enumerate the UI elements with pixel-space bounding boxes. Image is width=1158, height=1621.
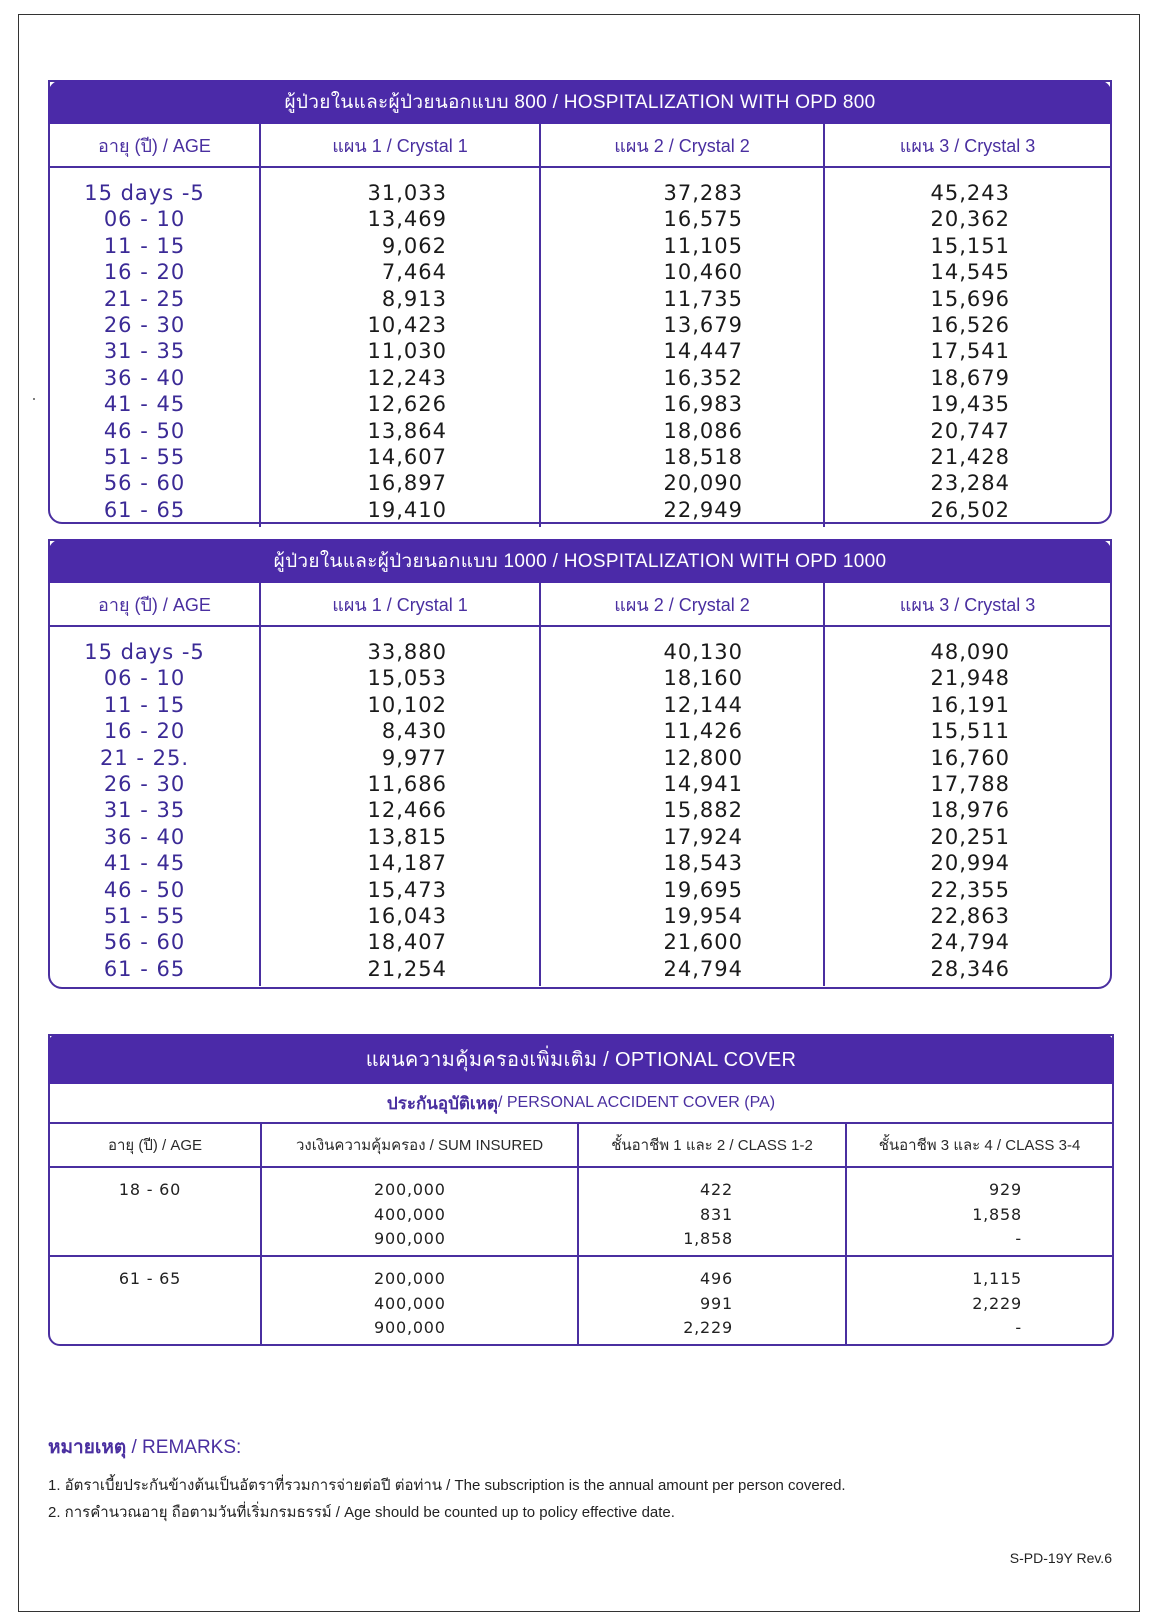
opd1000-header-row (50, 583, 1110, 627)
premium-cell: 15,151 (930, 233, 1010, 258)
premium-cell: 12,626 (367, 392, 447, 417)
premium-cell: 13,864 (367, 418, 447, 443)
age-cell: 46 - 50 (103, 877, 186, 902)
premium-cell: 40,130 (663, 640, 743, 664)
pa-age: 18 - 60 (118, 1180, 182, 1199)
premium-cell: 9,062 (381, 233, 447, 258)
sum-insured-cell: 200,000 (374, 1180, 446, 1199)
pa-header-row (50, 1124, 1112, 1168)
pa-sum-column (262, 1168, 579, 1255)
premium-cell: 11,105 (663, 233, 743, 258)
premium-cell: 13,679 (663, 312, 743, 337)
age-cell: 61 - 65 (103, 956, 186, 981)
sum-insured-cell: 400,000 (374, 1293, 446, 1313)
premium-cell: 12,144 (663, 692, 743, 717)
opd800-header-crystal3: แผน 3 / Crystal 3 (899, 135, 1036, 156)
remarks-heading-thai: หมายเหตุ (48, 1437, 127, 1458)
premium-cell: 17,924 (663, 824, 743, 849)
premium-cell: 11,735 (663, 286, 743, 311)
premium-cell: 17,541 (930, 339, 1010, 364)
premium-cell: 16,575 (663, 207, 743, 232)
premium-cell: 16,043 (367, 903, 447, 928)
premium-cell: 11,030 (367, 339, 447, 364)
pa-header-sum-insured: วงเงินความคุ้มครอง / SUM INSURED (262, 1124, 579, 1166)
premium-cell: 19,695 (663, 877, 743, 902)
premium-cell: 16,760 (930, 745, 1010, 770)
remarks-section (48, 1432, 1048, 1526)
premium-cell: 24,794 (663, 956, 743, 981)
age-cell: 31 - 35 (103, 798, 186, 823)
premium-cell: 37,283 (663, 181, 743, 205)
pa-group-row (50, 1168, 1112, 1257)
age-cell: 46 - 50 (103, 418, 186, 443)
opd800-crystal2-column (541, 168, 825, 527)
premium-cell: 10,423 (367, 312, 447, 337)
premium-cell: 991 (700, 1293, 733, 1313)
pa-class12-column (579, 1168, 847, 1255)
opd800-table (48, 80, 1112, 524)
premium-cell: 13,469 (367, 207, 447, 232)
premium-cell: 16,897 (367, 471, 447, 496)
age-cell: 56 - 60 (103, 471, 186, 496)
opd1000-header-crystal2: แผน 2 / Crystal 2 (541, 583, 825, 625)
premium-cell: 20,090 (663, 471, 743, 496)
premium-cell: 14,187 (367, 851, 447, 876)
remark-item: 2. การคำนวณอายุ ถือตามวันที่เริ่มกรมธรรม์ / Age should be counted up to policy effective date. (48, 1504, 675, 1521)
premium-cell: 496 (700, 1269, 733, 1288)
premium-cell: 929 (989, 1180, 1022, 1199)
sum-insured-cell: 200,000 (374, 1269, 446, 1288)
premium-cell: 9,977 (381, 745, 447, 770)
premium-cell: 22,863 (930, 903, 1010, 928)
premium-cell: 831 (700, 1204, 733, 1224)
pa-age-cell (50, 1257, 262, 1346)
pa-cover-subtitle-thai: ประกันอุบัติเหตุ (386, 1093, 498, 1113)
premium-cell: 15,473 (367, 877, 447, 902)
age-cell: 36 - 40 (103, 365, 186, 390)
pa-header-class12: ชั้นอาชีพ 1 และ 2 / CLASS 1-2 (579, 1124, 847, 1166)
premium-cell: 26,502 (930, 497, 1010, 522)
sum-insured-cell: 900,000 (374, 1318, 446, 1337)
age-cell: 11 - 15 (103, 692, 186, 717)
age-cell: 26 - 30 (103, 312, 186, 337)
premium-cell: 18,160 (663, 666, 743, 691)
remarks-heading (48, 1432, 1048, 1462)
premium-cell: 15,882 (663, 798, 743, 823)
opd1000-header-age: อายุ (ปี) / AGE (50, 583, 261, 625)
premium-cell: 18,543 (663, 851, 743, 876)
opd800-crystal1-column (261, 168, 541, 527)
age-cell: 41 - 45 (103, 392, 186, 417)
pa-header-age: อายุ (ปี) / AGE (50, 1124, 262, 1166)
premium-cell: 2,229 (683, 1318, 733, 1337)
opd800-age-column (50, 168, 261, 527)
premium-cell: 12,243 (367, 365, 447, 390)
premium-cell: 45,243 (930, 181, 1010, 205)
premium-cell: 21,600 (663, 930, 743, 955)
premium-cell: - (1015, 1229, 1022, 1248)
premium-cell: 21,428 (930, 444, 1010, 469)
opd800-header-age: อายุ (ปี) / AGE (50, 124, 261, 166)
optional-cover-table (48, 1034, 1114, 1346)
opd1000-body (50, 627, 1110, 985)
age-cell: 16 - 20 (103, 260, 186, 285)
sum-insured-cell: 400,000 (374, 1204, 446, 1224)
age-cell: 51 - 55 (103, 903, 186, 928)
premium-cell: 16,191 (930, 692, 1010, 717)
opd800-body (50, 168, 1110, 520)
opd1000-age-column (50, 627, 261, 986)
opd800-header-crystal1: แผน 1 / Crystal 1 (261, 124, 541, 166)
premium-cell: 14,447 (663, 339, 743, 364)
premium-cell: 20,362 (930, 207, 1010, 232)
opd800-header-row (50, 124, 1110, 168)
remark-item: 1. อัตราเบี้ยประกันข้างต้นเป็นอัตราที่รวมการจ่ายต่อปี ต่อท่าน / The subscription is the annual amount per person covered. (48, 1477, 846, 1494)
premium-cell: 19,410 (367, 497, 447, 522)
remarks-heading-en: / REMARKS: (126, 1437, 242, 1458)
premium-cell: 11,686 (367, 771, 447, 796)
premium-cell: 422 (700, 1180, 733, 1199)
premium-cell: 18,976 (930, 798, 1010, 823)
premium-cell: 19,435 (930, 392, 1010, 417)
premium-cell: 15,053 (367, 666, 447, 691)
premium-cell: 19,954 (663, 903, 743, 928)
age-cell: 06 - 10 (103, 666, 186, 691)
premium-cell: 10,102 (367, 692, 447, 717)
premium-cell: 18,086 (663, 418, 743, 443)
pa-class12-column (579, 1257, 847, 1346)
age-cell: 51 - 55 (103, 444, 186, 469)
premium-cell: 8,430 (381, 719, 447, 744)
pa-class34-column (847, 1257, 1112, 1346)
premium-cell: 20,747 (930, 418, 1010, 443)
opd1000-table (48, 539, 1112, 989)
document-code: S-PD-19Y Rev.6 (1009, 1550, 1112, 1566)
pa-header-class34: ชั้นอาชีพ 3 และ 4 / CLASS 3-4 (878, 1137, 1081, 1154)
premium-cell: - (1015, 1318, 1022, 1337)
premium-cell: 21,948 (930, 666, 1010, 691)
pa-sum-column (262, 1257, 579, 1346)
premium-cell: 13,815 (367, 824, 447, 849)
opd1000-header-crystal1: แผน 1 / Crystal 1 (261, 583, 541, 625)
premium-cell: 14,941 (663, 771, 743, 796)
opd800-crystal3-column (825, 168, 1110, 527)
premium-cell: 14,607 (367, 444, 447, 469)
premium-cell: 1,858 (972, 1204, 1022, 1224)
pa-age: 61 - 65 (118, 1269, 182, 1288)
premium-cell: 28,346 (930, 956, 1010, 981)
age-cell: 36 - 40 (103, 824, 186, 849)
opd800-title: ผู้ป่วยในและผู้ป่วยนอกแบบ 800 / HOSPITALIZATION WITH OPD 800 (48, 80, 1112, 124)
scan-speck (33, 398, 35, 400)
premium-cell: 21,254 (367, 956, 447, 981)
premium-cell: 22,355 (930, 877, 1010, 902)
age-cell: 06 - 10 (103, 207, 186, 232)
age-cell: 31 - 35 (103, 339, 186, 364)
premium-cell: 12,800 (663, 745, 743, 770)
premium-cell: 10,460 (663, 260, 743, 285)
opd1000-title: ผู้ป่วยในและผู้ป่วยนอกแบบ 1000 / HOSPITALIZATION WITH OPD 1000 (48, 539, 1112, 583)
premium-cell: 15,511 (930, 719, 1010, 744)
premium-cell: 16,352 (663, 365, 743, 390)
opd1000-crystal1-column (261, 627, 541, 986)
premium-cell: 16,983 (663, 392, 743, 417)
premium-cell: 33,880 (367, 640, 447, 664)
pa-age-cell (50, 1168, 262, 1255)
premium-cell: 1,115 (972, 1269, 1022, 1288)
premium-cell: 1,858 (683, 1229, 733, 1248)
premium-cell: 12,466 (367, 798, 447, 823)
premium-cell: 17,788 (930, 771, 1010, 796)
premium-cell: 48,090 (930, 640, 1010, 664)
pa-cover-subtitle (50, 1084, 1112, 1124)
pa-group-row (50, 1257, 1112, 1346)
premium-cell: 2,229 (972, 1293, 1022, 1313)
opd800-header-crystal2: แผน 2 / Crystal 2 (541, 124, 825, 166)
premium-cell: 18,407 (367, 930, 447, 955)
opd1000-crystal3-column (825, 627, 1110, 986)
age-cell: 11 - 15 (103, 233, 186, 258)
opd1000-header-crystal3: แผน 3 / Crystal 3 (899, 594, 1036, 615)
premium-cell: 16,526 (930, 312, 1010, 337)
premium-cell: 18,679 (930, 365, 1010, 390)
premium-cell: 23,284 (930, 471, 1010, 496)
age-cell: 15 days -5 (84, 640, 205, 664)
premium-cell: 20,994 (930, 851, 1010, 876)
age-cell: 26 - 30 (103, 771, 186, 796)
premium-cell: 8,913 (381, 286, 447, 311)
age-cell: 56 - 60 (103, 930, 186, 955)
age-cell: 61 - 65 (103, 497, 186, 522)
opd1000-crystal2-column (541, 627, 825, 986)
pa-class34-column (847, 1168, 1112, 1255)
premium-cell: 7,464 (381, 260, 447, 285)
age-cell: 41 - 45 (103, 851, 186, 876)
age-cell: 21 - 25. (99, 745, 190, 770)
premium-cell: 31,033 (367, 181, 447, 205)
premium-cell: 18,518 (663, 444, 743, 469)
premium-cell: 14,545 (930, 260, 1010, 285)
pa-cover-subtitle-en: / PERSONAL ACCIDENT COVER (PA) (497, 1094, 776, 1111)
premium-cell: 24,794 (930, 930, 1010, 955)
premium-cell: 22,949 (663, 497, 743, 522)
premium-cell: 15,696 (930, 286, 1010, 311)
premium-cell: 20,251 (930, 824, 1010, 849)
optional-cover-title: แผนความคุ้มครองเพิ่มเติม / OPTIONAL COVER (48, 1034, 1114, 1084)
age-cell: 21 - 25 (103, 286, 186, 311)
age-cell: 15 days -5 (84, 181, 205, 205)
sum-insured-cell: 900,000 (374, 1229, 446, 1248)
age-cell: 16 - 20 (103, 719, 186, 744)
premium-cell: 11,426 (663, 719, 743, 744)
